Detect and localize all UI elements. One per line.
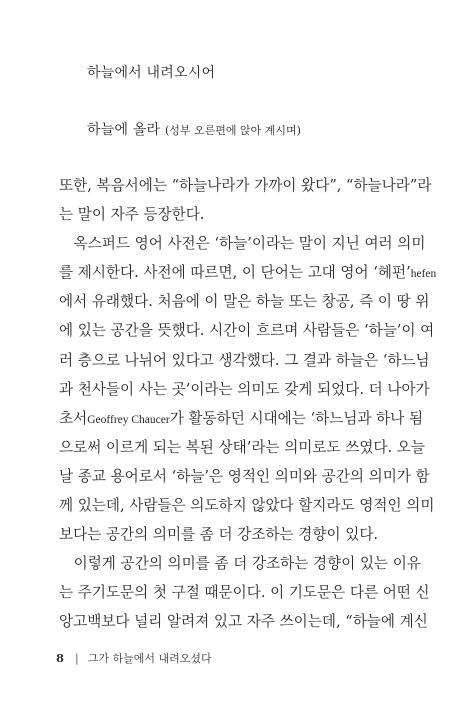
body-line [59,375,430,404]
body-text-run: 에서 유래했다. 처음에 이 말은 하늘 또는 창공, 즉 이 땅 위 [59,293,430,311]
latin-gloss: hefen [410,268,437,281]
page-number: 8 [56,651,65,665]
creed-line-ascended-main: 하늘에 올라 [87,122,161,138]
latin-gloss: Geoffrey Chaucer [87,413,170,426]
body-text-run: 과 천사들이 사는 곳’이라는 의미도 갖게 되었다. 더 나아가 [59,380,430,398]
body-line [59,404,424,433]
body-line [59,433,425,462]
body-line [59,346,430,375]
body-text-run: 가 활동하던 시대에는 ‘하느님과 하나 됨 [169,409,424,427]
creed-line-ascended [87,119,301,139]
body-line [59,200,421,229]
body-text-run: 날 종교 용어로서 ‘하늘’은 영적인 의미와 공간의 의미가 함 [59,467,430,485]
footer-separator: | [75,652,79,665]
body-text-run: 에 있는 공간을 뜻했다. 시간이 흐르며 사람들은 ‘하늘’이 여 [59,322,435,340]
body-line [59,607,428,636]
body-line [59,171,432,200]
body-line [59,229,426,258]
body-text-run: 는 말이 자주 등장한다. [59,206,205,224]
body-line [59,491,435,520]
body-line [59,549,421,578]
body-line [59,258,437,287]
body-line [59,462,430,491]
body-text-run: 또한, 복음서에는 “하늘나라가 가까이 왔다”, “하늘나라”라 [59,177,432,194]
body-text-run: 앙고백보다 널리 알려져 있고 자주 쓰이는데, “하늘에 계신 [59,613,428,631]
body-text-run: 초서 [59,409,88,427]
body-text-run: 는 주기도문의 첫 구절 때문이다. 이 기도문은 다른 어떤 신 [59,584,430,602]
body-text-run: 보다는 공간의 의미를 좀 더 강조하는 경향이 있다. [59,526,379,544]
running-title: 그가 하늘에서 내려오셨다 [87,652,212,665]
body-line [59,287,430,316]
body-line [59,520,421,549]
body-text-run: 께 있는데, 사람들은 의도하지 않았다 할지라도 영적인 의미 [59,497,435,515]
creed-line-ascended-note: (성부 오른편에 앉아 계시며) [164,124,301,137]
body-line [59,578,430,607]
body-text [59,171,437,637]
body-text-run: 이렇게 공간의 의미를 좀 더 강조하는 경향이 있는 이유 [59,555,421,573]
body-text-run: 으로써 이르게 되는 복된 상태’라는 의미로도 쓰였다. 오늘 [59,438,425,456]
body-text-run: 러 층으로 나뉘어 있다고 생각했다. 그 결과 하늘은 ‘하느님 [59,351,430,369]
body-text-run: 를 제시한다. 사전에 따르면, 이 단어는 고대 영어 ‘헤펀’ [59,264,411,282]
body-line [59,316,435,345]
body-text-run: 옥스퍼드 영어 사전은 ‘하늘’이라는 말이 지닌 여러 의미 [59,235,426,253]
creed-line-descended: 하늘에서 내려오시어 [87,65,216,81]
page-footer [56,650,212,666]
